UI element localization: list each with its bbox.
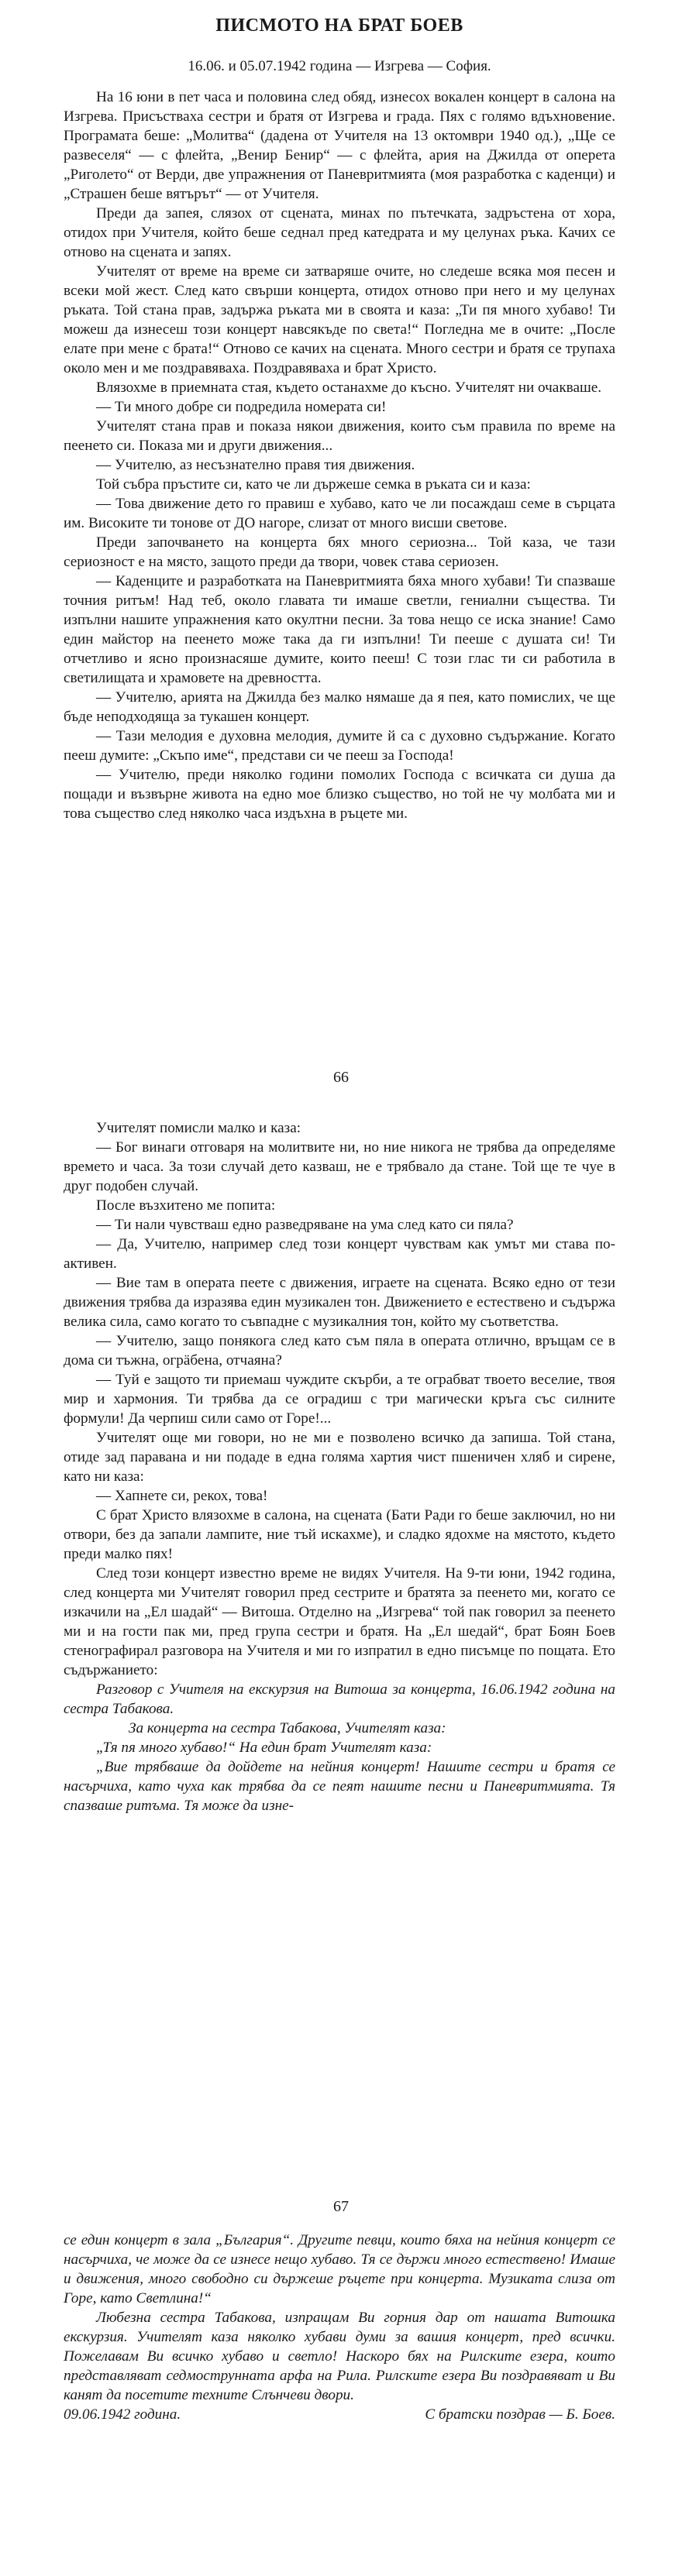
page-title: ПИСМОТО НА БРАТ БОЕВ <box>215 15 463 36</box>
paragraph: Разговор с Учителя на екскурзия на Витоша за концерта, 16.06.1942 година на сестра Табакова. <box>64 1681 615 1717</box>
paragraph: — Ти много добре си подредила номерата си! <box>96 399 387 415</box>
paragraph: — Туй е защото ти приемаш чуждите скърби, а те ограбват твоето веселие, твоя мир и хармония. Ти трябва да се оградиш с три магически кръга със силните формули! Да черпиш сили само от Горе!... <box>64 1372 615 1427</box>
paragraph: На 16 юни в пет часа и половина след обяд, изнесох вокален концерт в салона на Изгрева. Присъстваха сестри и братя от Изгрева и града. Пях с голямо вдъхновение. Програмата беше: „Молитва“ (дадена от Учителя на 13 октомври 1940 од.), „Ще се развеселя“ — с флейта, „Венир Бенир“ — с флейта, ария на Джилда от оперета „Риголето“ от Верди, две упражнения от Паневритмията (моя разработка с каденци) и „Страшен беше вятърът“ — от Учителя. <box>64 89 615 202</box>
paragraph: С брат Христо влязохме в салона, на сцената (Бати Ради го беше заключил, но ни отвори, без да запали лампите, ние тъй искахме), и сладко ядохме на мястото, където преди малко пях! <box>64 1507 615 1562</box>
letter-date: 09.06.1942 година. <box>64 2406 181 2423</box>
paragraph: — Ти нали чувстваш едно разведряване на ума след като си пяла? <box>96 1217 514 1233</box>
paragraph: — Каденците и разработката на Паневритмията бяха много хубави! Ти спазваше точния ритъм! Над теб, около главата ти имаше светли, гениални същества. Ти изпълни нашите упражнения като окултни песни. За това нещо се иска знание! Само един майстор на пеенето може така да ги изпълни! Ти пееше с душата си! Ти отчетливо и ясно произнасяше думите, които пееш! С този глас ти си работила в светилищата и храмовете на древността. <box>64 573 615 686</box>
paragraph: — Да, Учителю, например след този концерт чувствам как умът ми става по-активен. <box>64 1236 615 1272</box>
paragraph: Влязохме в приемната стая, където останахме до късно. Учителят ни очакваше. <box>96 380 602 396</box>
page-section-3 <box>64 2231 615 2424</box>
paragraph: — Това движение дето го правиш е хубаво, като че ли посаждаш семе в сърцата им. Високите ти тонове от ДО нагоре, слизат от много висши светове. <box>64 496 615 531</box>
page-section-2 <box>64 1118 615 1815</box>
letter-text <box>64 1680 615 1815</box>
paragraph: — Учителю, арията на Джилда без малко нямаше да я пея, като помислих, че ще бъде неподходяща за тукашен концерт. <box>64 689 615 725</box>
paragraph: Преди да запея, слязох от сцената, минах по пътечката, задръстена от хора, отидох при Учителя, който беше седнал пред катедрата и му целунах ръка. Качих се отново на сцената и запях. <box>64 205 615 260</box>
page-number: 67 <box>333 2198 349 2215</box>
letter-continuation <box>64 2231 615 2405</box>
paragraph: — Учителю, преди няколко години помолих Господа с всичката си душа да пощади и възвърне живота на едно мое близко същество, но той не чу молбата ми и това същество след няколко часа издъхна в ръцете ми. <box>64 767 615 822</box>
paragraph: — Тази мелодия е духовна мелодия, думите й са с духовно съдържание. Когато пееш думите: „Скъпо име“, представи си че пееш за Господа! <box>64 728 615 764</box>
page-section-1 <box>64 15 615 823</box>
paragraph: Учителят стана прав и показа някои движения, които съм правила по време на пеенето си. Показа ми и други движения... <box>64 418 615 454</box>
subtitle: 16.06. и 05.07.1942 година — Изгрева — София. <box>188 58 491 74</box>
page-number: 66 <box>333 1069 349 1086</box>
paragraph: Преди започването на концерта бях много сериозна... Той каза, че тази сериозност е на място, защото преди да твори, човек става сериозен. <box>64 534 615 570</box>
paragraph: — Учителю, аз несъзнателно правя тия движения. <box>96 457 415 473</box>
paragraph: Учителят от време на време си затваряше очите, но следеше всяка моя песен и всеки мой жест. След като свърши концерта, отидох отново при него и му целунах ръката. Той стана прав, задържа ръката ми в своята и каза: „Ти пя много хубаво! Ти можеш да изнесеш този концерт навсякъде по света!“ Погледна ме в очите: „После елате при мене с брата!“ Отново се качих на сцената. Много сестри и братя се трупаха около мен и ме поздравяваха. Поздравяваха и брат Христо. <box>64 263 615 376</box>
letter-closing: С братски поздрав — Б. Боев. <box>425 2406 615 2423</box>
body-page-2 <box>64 1118 615 1680</box>
paragraph: — Вие там в операта пеете с движения, играете на сцената. Всяко едно от тези движения трябва да изразява един музикален тон. Движението е естествено и съдържа велика сила, само когато то съвпадне с музикалния тон, който му съответства. <box>64 1275 615 1330</box>
paragraph: се един концерт в зала „България“. Другите певци, които бяха на нейния концерт се насърчиха, че може да се изнесе нещо хубаво. Тя се държи много естествено! Имаше и движения, много свободно си държеше ръцете при концерта. Музиката слиза от Горе, като Светлина!“ <box>64 2232 615 2306</box>
body-page-1 <box>64 88 615 823</box>
paragraph: Учителят още ми говори, но не ми е позволено всичко да запиша. Той стана, отиде зад паравана и ни подаде в една голяма хартия чист пшеничен хляб и сирене, като ни каза: <box>64 1430 615 1485</box>
paragraph: Учителят помисли малко и каза: <box>96 1120 301 1136</box>
paragraph: „Тя пя много хубаво!“ На един брат Учителят каза: <box>96 1740 432 1756</box>
paragraph: Любезна сестра Табакова, изпращам Ви горния дар от нашата Витошка екскурзия. Учителят каза няколко хубави думи за вашия концерт, пред всички. Пожелавам Ви всичко хубаво и светло! Наскоро бях на Рилските езера, които представляват седмострунната арфа на Рила. Рилските езера Ви поздравяват и Ви канят да посетите техните Слънчеви двори. <box>64 2310 615 2403</box>
paragraph: — Хапнете си, рекох, това! <box>96 1488 268 1504</box>
paragraph: — Бог винаги отговаря на молитвите ни, но ние никога не трябва да определяме времето и часа. За този случай дето казваш, не е трябвало да стане. Той ще те чуе в друг подобен случай. <box>64 1139 615 1194</box>
paragraph: „Вие трябваше да дойдете на нейния концерт! Нашите сестри и братя се насърчиха, като чуха как трябва да се пеят нашите песни и Паневритмията. Тя спазваше ритъма. Тя може да изне- <box>64 1759 615 1814</box>
paragraph: — Учителю, защо понякога след като съм пяла в операта отлично, връщам се в дома си тъжна, огрäбена, отчаяна? <box>64 1333 615 1369</box>
paragraph: След този концерт известно време не видях Учителя. На 9-ти юни, 1942 година, след концерта ми Учителят говорил пред сестрите и братята за пеенето ми, когато се изкачили на „Ел шадай“ — Витоша. Отделно на „Изгрева“ той пак говорил за пеенето ми и на гости пак ми, пред група сестри и братя. На „Ел шедай“, брат Боян Боев стенографирал разговора на Учителя и ми го изпратил в едно писъмце по пощата. Ето съдържанието: <box>64 1565 615 1678</box>
signature-line <box>64 2405 615 2424</box>
paragraph: За концерта на сестра Табакова, Учителят каза: <box>129 1720 446 1736</box>
paragraph: Той събра пръстите си, като че ли държеше семка в ръката си и каза: <box>96 476 531 493</box>
paragraph: После възхитено ме попита: <box>96 1197 276 1214</box>
